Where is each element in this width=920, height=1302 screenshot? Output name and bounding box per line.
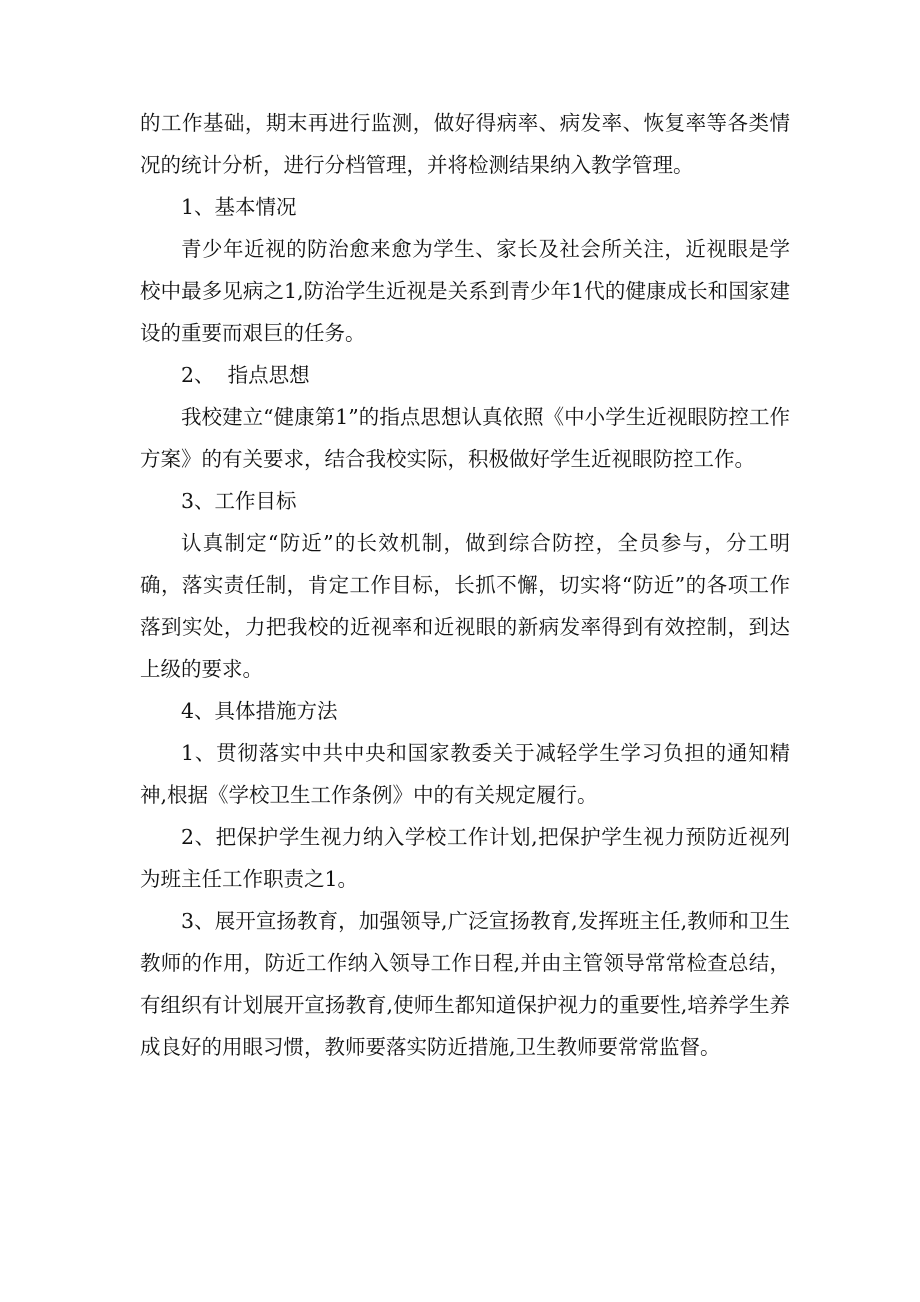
paragraph-measure-1: 1、贯彻落实中共中央和国家教委关于减轻学生学习负担的通知精神,根据《学校卫生工作条例》中的有关规定履行。 xyxy=(140,741,790,807)
paragraph-basic-situation: 青少年近视的防治愈来愈为学生、家长及社会所关注，近视眼是学校中最多见病之1,防治学生近视是关系到青少年1代的健康成长和国家建设的重要而艰巨的任务。 xyxy=(140,237,790,345)
heading-guiding-thought: 2、 指点思想 xyxy=(181,363,310,387)
paragraph-continuation: 的工作基础，期末再进行监测，做好得病率、病发率、恢复率等各类情况的统计分析，进行分档管理，并将检测结果纳入教学管理。 xyxy=(140,111,790,177)
document-body xyxy=(140,102,790,1068)
paragraph-guiding-thought: 我校建立“健康第1”的指点思想认真依照《中小学生近视眼防控工作方案》的有关要求，结合我校实际，积极做好学生近视眼防控工作。 xyxy=(140,405,790,471)
heading-basic-situation: 1、基本情况 xyxy=(181,195,297,219)
heading-work-goal: 3、工作目标 xyxy=(181,489,297,513)
paragraph-work-goal: 认真制定“防近”的长效机制，做到综合防控，全员参与，分工明确，落实责任制，肯定工作目标，长抓不懈，切实将“防近”的各项工作落到实处，力把我校的近视率和近视眼的新病发率得到有效控制，到达上级的要求。 xyxy=(140,531,790,681)
paragraph-measure-2: 2、把保护学生视力纳入学校工作计划,把保护学生视力预防近视列为班主任工作职责之1。 xyxy=(140,825,790,891)
paragraph-measure-3: 3、展开宣扬教育，加强领导,广泛宣扬教育,发挥班主任,教师和卫生教师的作用，防近工作纳入领导工作日程,并由主管领导常常检查总结，有组织有计划展开宣扬教育,使师生都知道保护视力的重要性,培养学生养成良好的用眼习惯，教师要落实防近措施,卫生教师要常常监督。 xyxy=(140,909,790,1059)
heading-specific-measures: 4、具体措施方法 xyxy=(181,699,338,723)
